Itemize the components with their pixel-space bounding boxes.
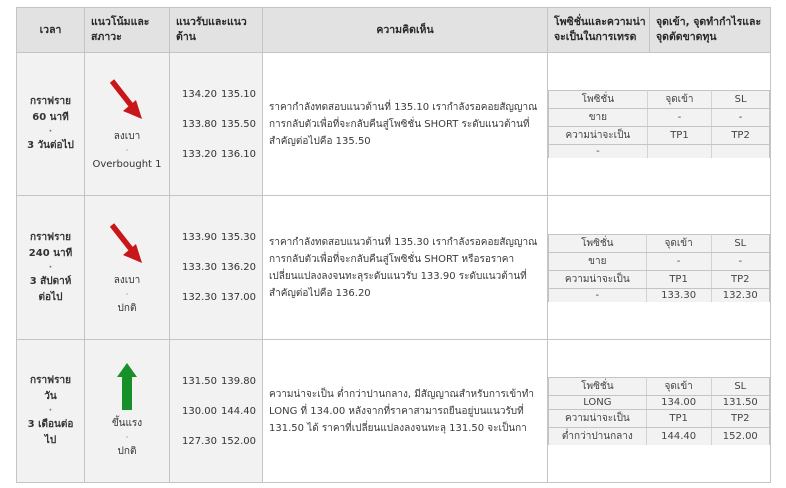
level-pair [182, 376, 256, 387]
resistance-level: 135.10 [221, 88, 256, 100]
position-value: ขาย [549, 252, 647, 270]
probability-value: - [549, 288, 647, 302]
trend-cell [85, 53, 170, 196]
position-label: โพซิชั่น [549, 91, 648, 109]
trend-condition: ปกติ [117, 446, 137, 457]
position-value: ขาย [549, 109, 648, 127]
position-cell [548, 53, 771, 196]
probability-label: ความน่าจะเป็น [549, 410, 647, 428]
arrow-up-icon [107, 362, 147, 412]
timeframe-line: 60 นาที [32, 112, 69, 123]
support-level: 133.90 [182, 232, 217, 243]
support-resistance-cell [170, 53, 263, 196]
tp1-label: TP1 [647, 127, 711, 145]
header-support-resistance: แนวรับและแนวต้าน [170, 8, 263, 53]
support-level: 131.50 [182, 375, 217, 387]
support-level: 133.30 [182, 262, 217, 273]
probability-value: - [549, 145, 648, 159]
timeframe-line: กราฟราย [30, 375, 71, 386]
timeframe-cell [17, 53, 85, 196]
timeframe-line: ไป [44, 435, 57, 446]
level-pair [182, 89, 256, 100]
trend-condition: Overbought 1 [92, 159, 162, 170]
timeframe-line: กราฟราย [30, 96, 71, 107]
timeframe-cell [17, 196, 85, 340]
tp1-value: 144.40 [646, 428, 711, 446]
tp1-value [647, 145, 711, 159]
trend-direction: ลงเบา [113, 131, 141, 142]
header-time: เวลา [17, 8, 85, 53]
support-level: 133.80 [182, 118, 217, 130]
level-pair [182, 436, 256, 447]
timeframe-line: 240 นาที [28, 247, 73, 259]
trend-separator: · [125, 289, 129, 300]
sl-label: SL [711, 378, 769, 396]
level-pair [182, 119, 256, 130]
tp1-label: TP1 [646, 270, 711, 288]
arrow-down-right-icon [107, 219, 147, 269]
timeframe-cell [17, 340, 85, 483]
timeframe-line: 3 สัปดาห์ [29, 275, 72, 287]
tp2-label: TP2 [711, 270, 769, 288]
sl-value: - [711, 252, 769, 270]
comment-cell: ราคากำลังทดสอบแนวต้านที่ 135.10 เรากำลังรอคอยสัญญาณการกลับตัวเพื่อที่จะกลับคืนสู่โพซิชั่น SHORT ระดับแนวต้านที่สำคัญต่อไปคือ 135.50 [263, 53, 548, 196]
probability-label: ความน่าจะเป็น [549, 127, 648, 145]
tp2-value: 152.00 [711, 428, 769, 446]
timeframe-line: ต่อไป [38, 291, 63, 303]
timeframe-line: 3 วันต่อไป [27, 140, 74, 151]
resistance-level: 152.00 [221, 435, 256, 447]
resistance-level: 136.20 [221, 262, 256, 273]
sl-value: - [712, 109, 770, 127]
level-pair [182, 149, 256, 160]
resistance-level: 137.00 [221, 292, 256, 303]
tp2-label: TP2 [711, 410, 769, 428]
tp1-label: TP1 [646, 410, 711, 428]
level-pair [182, 406, 256, 417]
timeframe-line: 3 เดือนต่อ [27, 419, 74, 430]
table-row [17, 196, 771, 340]
sl-value: 131.50 [711, 396, 769, 410]
trend-separator: · [125, 146, 129, 156]
position-cell [548, 340, 771, 483]
support-resistance-cell [170, 196, 263, 340]
sl-label: SL [711, 234, 769, 252]
header-row [17, 8, 771, 53]
trend-condition: ปกติ [117, 302, 137, 314]
sl-label: SL [712, 91, 770, 109]
resistance-level: 135.50 [221, 118, 256, 130]
position-label: โพซิชั่น [549, 234, 647, 252]
entry-label: จุดเข้า [647, 91, 711, 109]
trend-direction: ขึ้นแรง [111, 418, 143, 429]
table-row [17, 340, 771, 483]
timeframe-line: วัน [44, 391, 57, 402]
support-level: 133.20 [182, 148, 217, 160]
support-level: 134.20 [182, 88, 217, 100]
comment-cell: ราคากำลังทดสอบแนวต้านที่ 135.30 เรากำลังรอคอยสัญญาณการกลับตัวเพื่อที่จะกลับคืนสู่โพซิชั่น SHORT หรือรอราคาเปลี่ยนแปลงลงจนทะลุระดับแนวรับ 133.90 ระดับแนวต้านที่สำคัญต่อไปคือ 136.20 [263, 196, 548, 340]
probability-label: ความน่าจะเป็น [549, 270, 647, 288]
entry-label: จุดเข้า [646, 234, 711, 252]
timeframe-line: กราฟราย [30, 231, 71, 243]
tp1-value: 133.30 [646, 288, 711, 302]
trend-cell [85, 340, 170, 483]
position-value: LONG [549, 396, 647, 410]
entry-label: จุดเข้า [646, 378, 711, 396]
timeframe-separator: · [48, 406, 53, 416]
table-row [17, 53, 771, 196]
trend-separator: · [125, 433, 129, 443]
resistance-level: 135.30 [221, 232, 256, 243]
resistance-level: 139.80 [221, 375, 256, 387]
level-pair [182, 292, 256, 303]
entry-value: 134.00 [646, 396, 711, 410]
probability-value: ต่ำกว่าปานกลาง [549, 428, 647, 446]
position-grid [548, 234, 770, 302]
tp2-label: TP2 [712, 127, 770, 145]
trend-direction: ลงเบา [113, 274, 141, 286]
trend-cell [85, 196, 170, 340]
support-resistance-cell [170, 340, 263, 483]
position-cell [548, 196, 771, 340]
level-pair [182, 262, 256, 273]
resistance-level: 144.40 [221, 405, 256, 417]
header-comment: ความคิดเห็น [263, 8, 548, 53]
entry-value: - [647, 109, 711, 127]
header-trend: แนวโน้มและสภาวะ [85, 8, 170, 53]
header-position: โพซิชั่นและความน่าจะเป็นในการเทรด [548, 8, 650, 53]
level-pair [182, 232, 256, 243]
comment-cell: ความน่าจะเป็น ต่ำกว่าปานกลาง, มีสัญญาณสำหรับการเข้าทำ LONG ที่ 134.00 หลังจากที่ราคาสามารถยืนอยู่บนแนวรับที่ 131.50 ได้ ราคาที่เปลี่ยนแปลงลงจนทะลุ 131.50 จะเป็นกา [263, 340, 548, 483]
tp2-value: 132.30 [711, 288, 769, 302]
timeframe-separator: · [48, 262, 53, 273]
position-grid [548, 377, 770, 445]
entry-value: - [646, 252, 711, 270]
timeframe-separator: · [48, 127, 53, 137]
support-level: 132.30 [182, 292, 217, 303]
support-level: 130.00 [182, 405, 217, 417]
trade-analysis-table [16, 7, 771, 483]
support-level: 127.30 [182, 435, 217, 447]
resistance-level: 136.10 [221, 148, 256, 160]
position-grid [548, 90, 770, 158]
position-label: โพซิชั่น [549, 378, 647, 396]
arrow-down-right-icon [107, 75, 147, 125]
tp2-value [712, 145, 770, 159]
header-entry-tp-sl: จุดเข้า, จุดทำกำไรและจุดตัดขาดทุน [650, 8, 771, 53]
